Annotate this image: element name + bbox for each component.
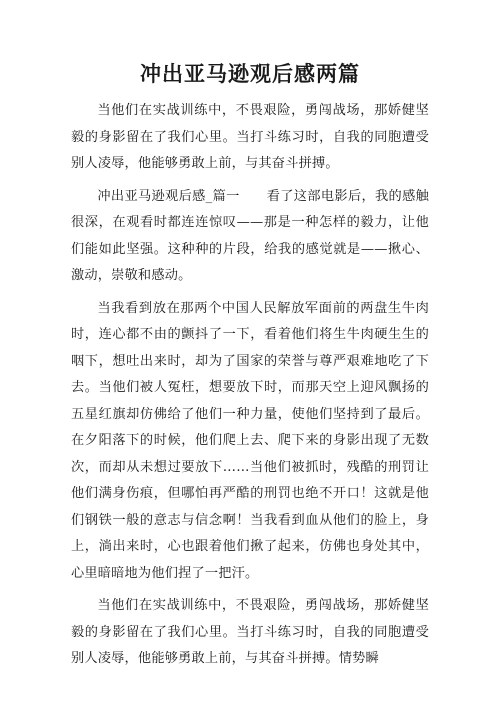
paragraph-4: 当他们在实战训练中，不畏艰险，勇闯战场，那娇健坚毅的身影留在了我们心里。当打斗练习时，自我的同胞遭受别人凌辱，他能够勇敢上前，与其奋斗拼搏。情势瞬: [71, 598, 429, 666]
document-title: 冲出亚马逊观后感两篇: [140, 61, 360, 86]
paragraph-1: 当他们在实战训练中，不畏艰险，勇闯战场，那娇健坚毅的身影留在了我们心里。当打斗练习时，自我的同胞遭受别人凌辱，他能够勇敢上前，与其奋斗拼搏。: [71, 103, 429, 171]
paragraph-2: 冲出亚马逊观后感_篇一 看了这部电影后，我的感触很深，在观看时都连连惊叹——那是一种怎样的毅力，让他们能如此坚强。这种种的片段，给我的感觉就是——揪心、激动，崇敬和感动。: [71, 188, 429, 283]
paragraph-3: 当我看到放在那两个中国人民解放军面前的两盘生牛肉时，连心都不由的颤抖了一下，看着他们将生牛肉硬生生的咽下，想吐出来时，却为了国家的荣誉与尊严艰难地吃了下去。当他们被人冤枉，想要放下时，而那天空上迎风飘扬的五星红旗却仿佛给了他们一种力量，使他们坚持到了最后。在夕阳落下的时候，他们爬上去、爬下来的身影出现了无数次，而却从未想过要放下……当他们被抓时，残酷的刑罚让他们满身伤痕，但哪怕再严酷的刑罚也绝不开口！这就是他们钢铁一般的意志与信念啊！当我看到血从他们的脸上，身上，淌出来时，心也跟着他们揪了起来，仿佛也身处其中，心里暗暗地为他们捏了一把汗。: [71, 300, 429, 581]
